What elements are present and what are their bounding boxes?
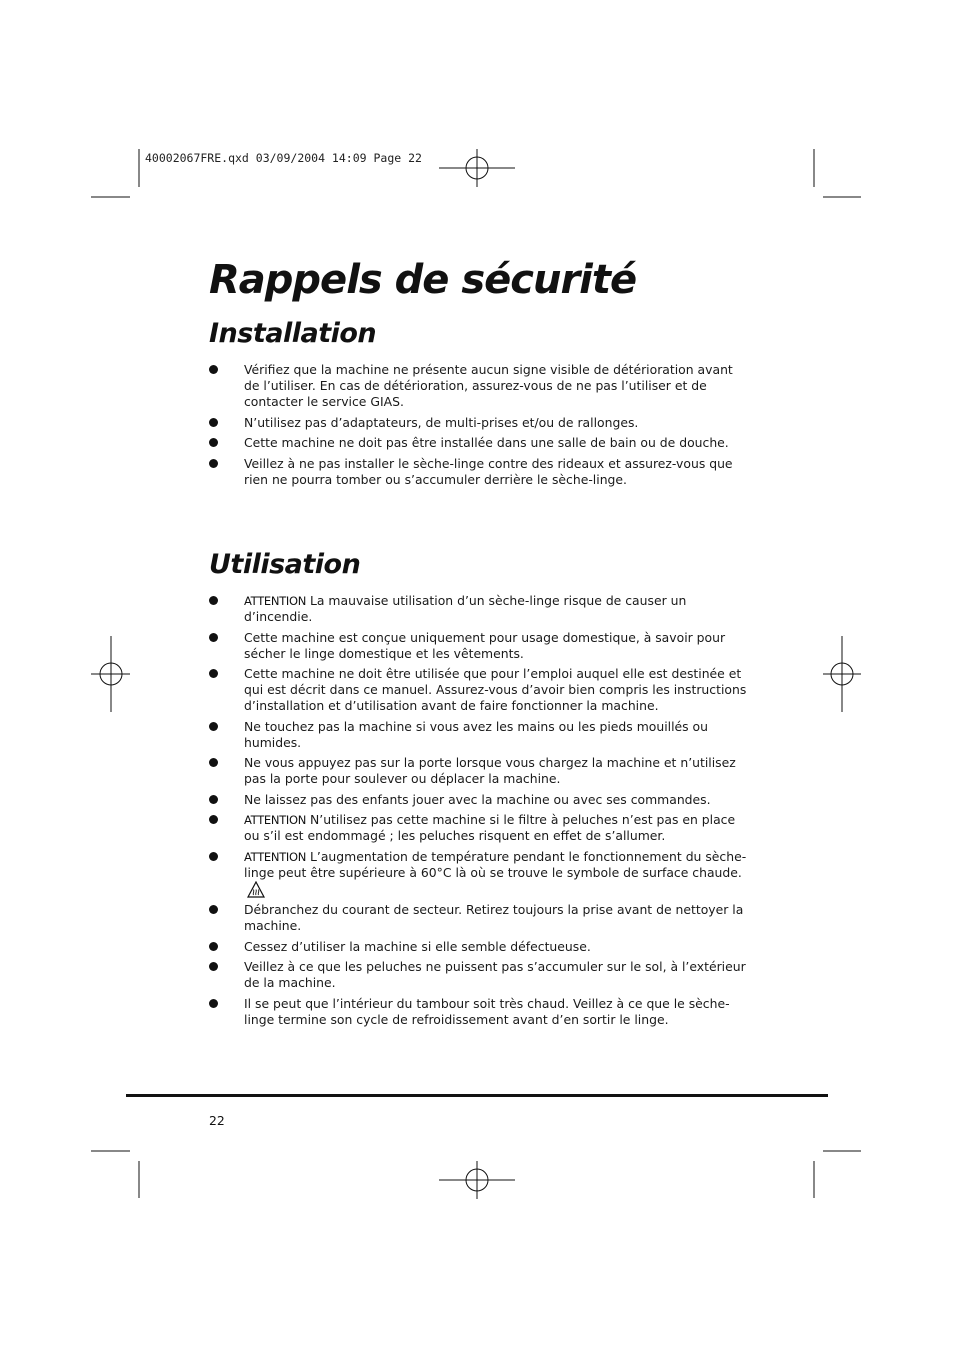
list-item-text: N’utilisez pas d’adaptateurs, de multi-prises et/ou de rallonges. xyxy=(244,414,639,430)
list-item-text: Ne touchez pas la machine si vous avez les mains ou les pieds mouillés ou humides. xyxy=(244,718,708,750)
list-item xyxy=(209,435,749,451)
bullet-icon xyxy=(209,815,218,824)
list-item xyxy=(209,755,749,787)
bullet-icon xyxy=(209,596,218,605)
section-title-utilisation: Utilisation xyxy=(209,549,361,580)
utilisation-list xyxy=(209,593,749,1032)
list-item-text: L’augmentation de température pendant le fonctionnement du sèche-linge peut être supérieure à 60°C là où se trouve le symbole de surface chaude. xyxy=(244,848,747,880)
list-item xyxy=(209,902,749,934)
bullet-icon xyxy=(209,999,218,1008)
footer-rule xyxy=(126,1094,828,1097)
list-item-text: Veillez à ne pas installer le sèche-linge contre des rideaux et assurez-vous que rien ne pourra tomber ou s’accumuler derrière le sèche-linge. xyxy=(244,455,733,487)
hot-surface-warning-icon xyxy=(247,881,265,898)
list-item-text: Ne laissez pas des enfants jouer avec la machine ou avec ses commandes. xyxy=(244,791,711,807)
list-item xyxy=(209,849,749,898)
section-title-installation: Installation xyxy=(209,318,377,349)
bullet-icon xyxy=(209,633,218,642)
bullet-icon xyxy=(209,722,218,731)
list-item-text: Cessez d’utiliser la machine si elle semble défectueuse. xyxy=(244,938,591,954)
bullet-icon xyxy=(209,962,218,971)
page-number: 22 xyxy=(209,1113,225,1128)
bullet-icon xyxy=(209,795,218,804)
bullet-icon xyxy=(209,905,218,914)
list-item xyxy=(209,996,749,1028)
list-item xyxy=(209,415,749,431)
installation-list xyxy=(209,362,749,492)
list-item-text: Ne vous appuyez pas sur la porte lorsque vous chargez la machine et n’utilisez pas la porte pour soulever ou déplacer la machine. xyxy=(244,755,736,786)
list-item xyxy=(209,939,749,955)
registration-target-icon xyxy=(823,636,861,712)
list-item xyxy=(209,362,749,410)
list-item-text: Cette machine est conçue uniquement pour usage domestique, à savoir pour sécher le linge domestique et les vêtements. xyxy=(244,629,726,661)
registration-target-icon xyxy=(439,1161,515,1199)
list-item xyxy=(209,593,749,625)
list-item-text: Cette machine ne doit pas être installée dans une salle de bain ou de douche. xyxy=(244,435,729,450)
list-item xyxy=(209,666,749,714)
bullet-icon xyxy=(209,438,218,447)
list-item xyxy=(209,630,749,662)
list-item-text: Veillez à ce que les peluches ne puissent pas s’accumuler sur le sol, à l’extérieur de la machine. xyxy=(244,959,746,990)
list-item xyxy=(209,792,749,808)
list-item-text: N’utilisez pas cette machine si le filtre à peluches n’est pas en place ou s’il est endommagé ; les peluches risquent en effet de s’allumer. xyxy=(244,812,736,843)
warning-label: ATTENTION xyxy=(244,849,307,864)
file-slug: 40002067FRE.qxd 03/09/2004 14:09 Page 22 xyxy=(145,151,422,165)
warning-label: ATTENTION xyxy=(244,813,307,827)
registration-target-icon xyxy=(439,149,515,187)
list-item xyxy=(209,959,749,991)
list-item-text: Cette machine ne doit être utilisée que pour l’emploi auquel elle est destinée et qui est décrit dans ce manuel. Assurez-vous d’avoir bien compris les instructions d’installation et d’utilisation avant de faire fonctionner la machine. xyxy=(244,666,747,713)
bullet-icon xyxy=(209,669,218,678)
bullet-icon xyxy=(209,942,218,951)
list-item xyxy=(209,456,749,488)
list-item-text: Vérifiez que la machine ne présente aucun signe visible de détérioration avant de l’utiliser. En cas de détérioration, assurez-vous de ne pas l’utiliser et de contacter le service GIAS. xyxy=(244,362,733,409)
list-item-text: La mauvaise utilisation d’un sèche-linge risque de causer un d’incendie. xyxy=(244,593,687,624)
bullet-icon xyxy=(209,365,218,374)
warning-label: ATTENTION xyxy=(244,594,307,608)
bullet-icon xyxy=(209,418,218,427)
registration-target-icon xyxy=(91,636,130,712)
list-item xyxy=(209,719,749,751)
bullet-icon xyxy=(209,758,218,767)
bullet-icon xyxy=(209,459,218,468)
list-item-text: Il se peut que l’intérieur du tambour soit très chaud. Veillez à ce que le sèche-linge termine son cycle de refroidissement avant d’en sortir le linge. xyxy=(244,995,730,1027)
list-item-text: Débranchez du courant de secteur. Retirez toujours la prise avant de nettoyer la machine. xyxy=(244,902,744,933)
page-title: Rappels de sécurité xyxy=(209,257,637,303)
bullet-icon xyxy=(209,852,218,861)
list-item xyxy=(209,812,749,844)
